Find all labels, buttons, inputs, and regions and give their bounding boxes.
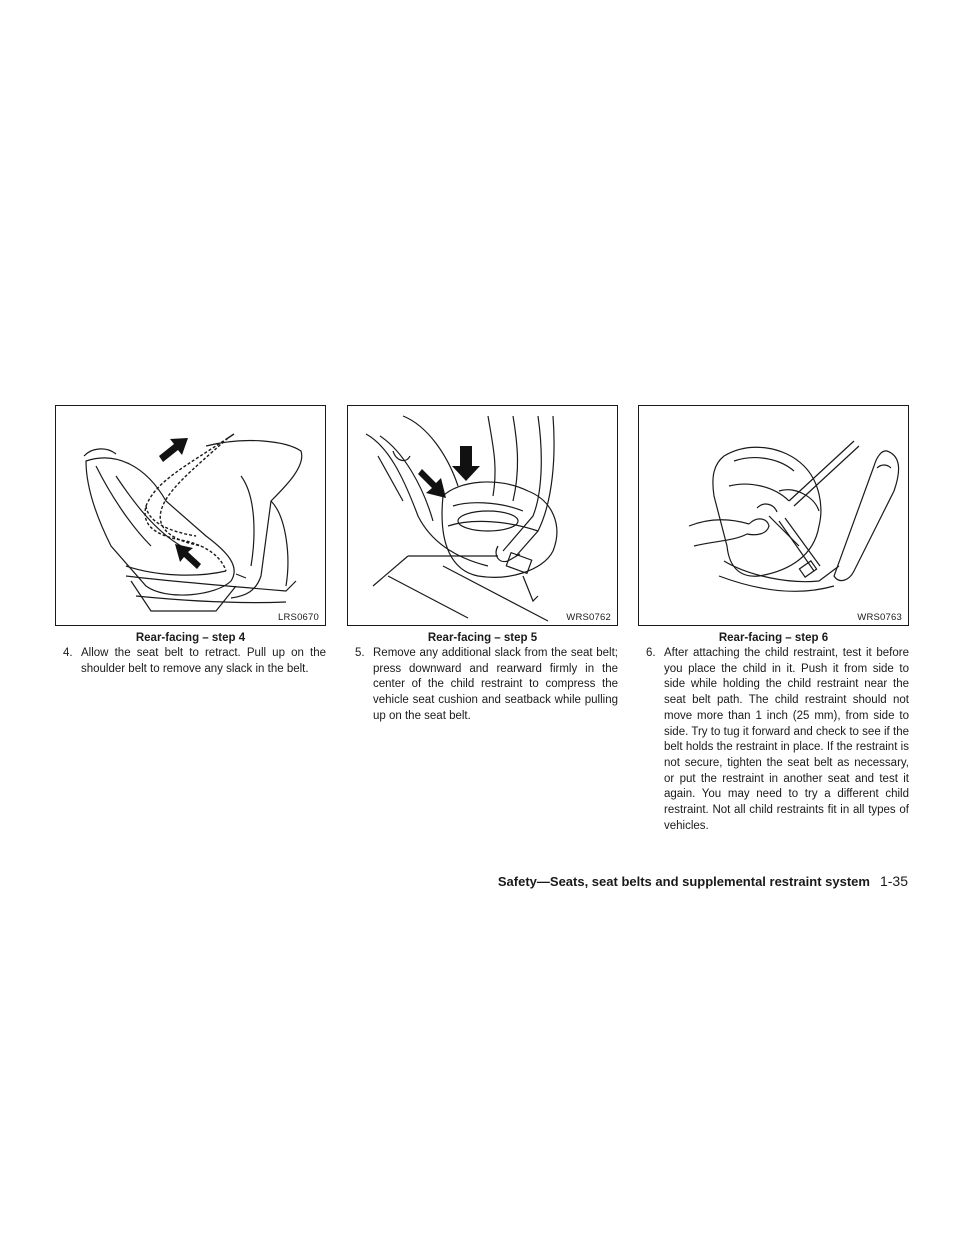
section-title: Safety—Seats, seat belts and supplemental restraint system — [497, 874, 870, 889]
figure-step-5 — [347, 405, 618, 626]
step-paragraph — [55, 646, 326, 677]
step-6-column — [638, 405, 909, 834]
step-number: 4. — [63, 647, 73, 659]
step-number: 6. — [646, 647, 656, 659]
step-4-column — [55, 405, 326, 677]
child-seat-compress-illustration — [348, 406, 617, 625]
step-paragraph — [638, 646, 909, 834]
step-number: 5. — [355, 647, 365, 659]
figure-code: LRS0670 — [277, 612, 319, 623]
child-seat-test-illustration — [639, 406, 908, 625]
figure-caption: Rear-facing – step 6 — [718, 632, 829, 644]
figure-code: WRS0763 — [857, 612, 902, 623]
step-text: Remove any additional slack from the seat belt; press downward and rearward firmly in the center of the child restraint to compress the vehicle seat cushion and seatback while pulling up on the seat belt. — [373, 647, 618, 722]
figure-step-4 — [55, 405, 326, 626]
figure-caption: Rear-facing – step 4 — [135, 632, 246, 644]
page-footer — [498, 873, 908, 889]
step-text: Allow the seat belt to retract. Pull up on the shoulder belt to remove any slack in the belt. — [81, 647, 326, 675]
page-number: 1-35 — [879, 873, 908, 889]
figure-code: WRS0762 — [566, 612, 611, 623]
step-text: After attaching the child restraint, test it before you place the child in it. Push it from side to side while holding the child restraint near the seat belt path. The child restraint should not move more than 1 inch (25 mm), from side to side. Try to tug it forward and check to see if the belt holds the restraint in place. If the restraint is not secure, tighten the seat belt as necessary, or put the restraint in another seat and test it again. You may need to try a different child restraint. Not all child restraints fit in all types of vehicles. — [664, 647, 909, 832]
figure-caption: Rear-facing – step 5 — [427, 632, 538, 644]
step-paragraph — [347, 646, 618, 725]
step-5-column — [347, 405, 618, 725]
figure-step-6 — [638, 405, 909, 626]
child-seat-belt-retract-illustration — [56, 406, 325, 625]
